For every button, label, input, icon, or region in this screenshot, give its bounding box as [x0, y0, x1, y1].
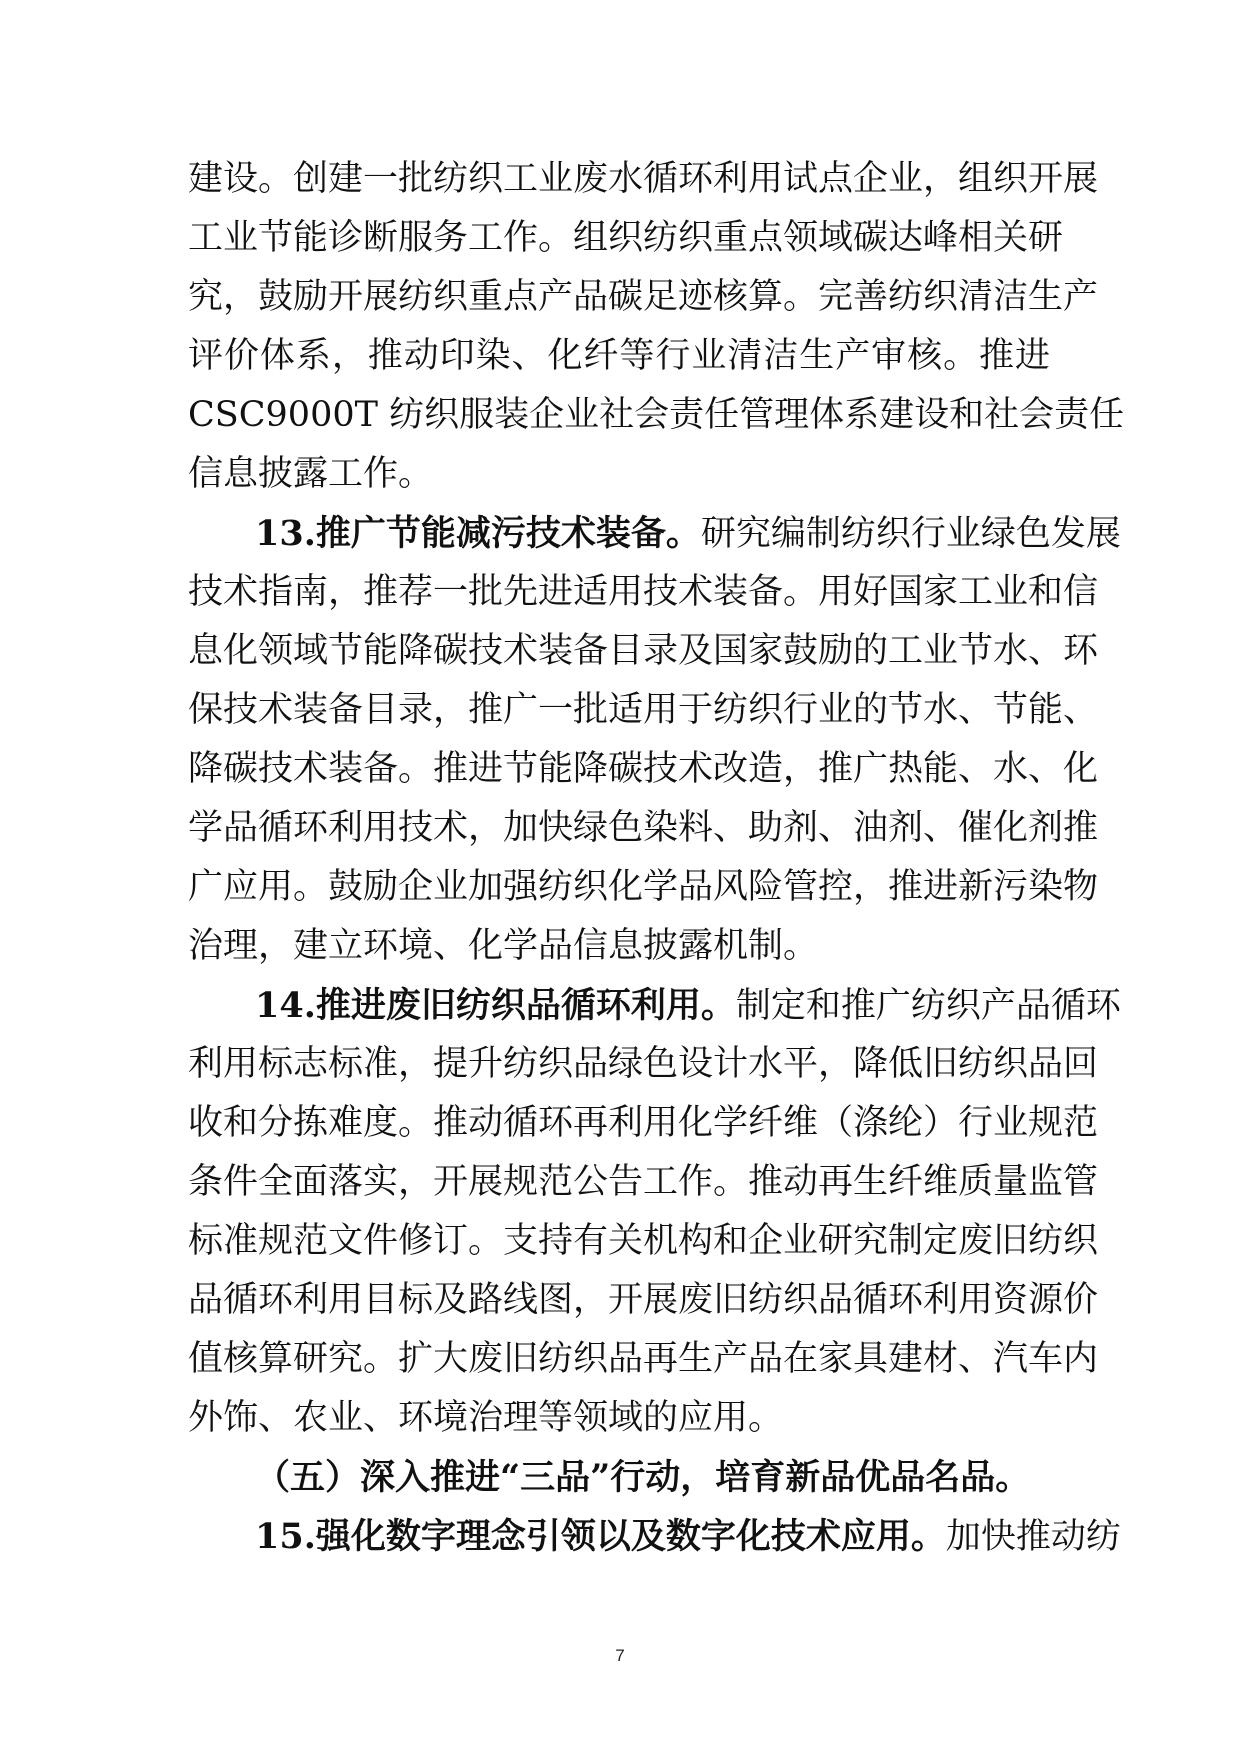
text-line: 值核算研究。扩大废旧纺织品再生产品在家具建材、汽车内 [188, 1339, 1099, 1379]
paragraph-continuation [188, 150, 1125, 504]
document-body [188, 150, 1125, 1566]
text-line: 建设。创建一批纺织工业废水循环利用试点企业，组织开展 [188, 159, 1099, 199]
paragraph-item-14 [188, 976, 1121, 1448]
text-line: 保技术装备目录，推广一批适用于纺织行业的节水、节能、 [188, 690, 1099, 730]
text-run: 研究编制纺织行业绿色发展 [700, 514, 1121, 554]
text-line: 广应用。鼓励企业加强纺织化学品风险管控，推进新污染物 [188, 867, 1099, 907]
paragraph-first-line [188, 976, 1121, 1035]
text-line: CSC9000T 纺织服装企业社会责任管理体系建设和社会责任 [188, 395, 1125, 435]
text-line: 收和分拣难度。推动循环再利用化学纤维（涤纶）行业规范 [188, 1103, 1099, 1143]
item-14-heading: 14.推进废旧纺织品循环利用。 [255, 985, 736, 1026]
text-line: 外饰、农业、环境治理等领域的应用。 [188, 1398, 784, 1438]
text-line: 条件全面落实，开展规范公告工作。推动再生纤维质量监管 [188, 1162, 1099, 1202]
text-line: 工业节能诊断服务工作。组织纺织重点领域碳达峰相关研 [188, 218, 1064, 258]
text-line: 降碳技术装备。推进节能降碳技术改造，推广热能、水、化 [188, 749, 1099, 789]
page-number: 7 [615, 1646, 625, 1665]
text-line: 品循环利用目标及路线图，开展废旧纺织品循环利用资源价 [188, 1280, 1099, 1320]
text-run: 制定和推广纺织产品循环 [735, 986, 1121, 1026]
paragraph-item-13 [188, 504, 1121, 976]
text-line: 信息披露工作。 [188, 454, 434, 494]
section-5-heading: （五）深入推进“三品”行动，培育新品优品名品。 [255, 1457, 1031, 1498]
text-line: 技术指南，推荐一批先进适用技术装备。用好国家工业和信 [188, 572, 1099, 612]
paragraph-first-line [188, 1507, 1121, 1566]
text-line: 息化领域节能降碳技术装备目录及国家鼓励的工业节水、环 [188, 631, 1099, 671]
text-run: 加快推动纺 [945, 1517, 1121, 1557]
text-line: 评价体系，推动印染、化纤等行业清洁生产审核。推进 [188, 336, 1050, 376]
text-line: 利用标志标准，提升纺织品绿色设计水平，降低旧纺织品回 [188, 1044, 1099, 1084]
text-line: 标准规范文件修订。支持有关机构和企业研究制定废旧纺织 [188, 1221, 1099, 1261]
text-line: 究，鼓励开展纺织重点产品碳足迹核算。完善纺织清洁生产 [188, 277, 1099, 317]
item-15-heading: 15.强化数字理念引领以及数字化技术应用。 [255, 1516, 946, 1557]
section-5 [188, 1448, 1050, 1507]
paragraph-item-15 [188, 1507, 1121, 1566]
text-line: 治理，建立环境、化学品信息披露机制。 [188, 926, 819, 966]
paragraph-first-line [188, 504, 1121, 563]
text-line: 学品循环利用技术，加快绿色染料、助剂、油剂、催化剂推 [188, 808, 1099, 848]
item-13-heading: 13.推广节能减污技术装备。 [255, 513, 701, 554]
